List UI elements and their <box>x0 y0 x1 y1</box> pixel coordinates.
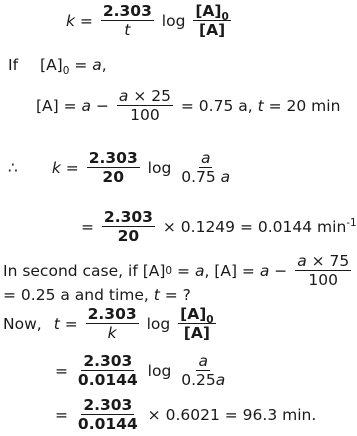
log-fraction: $\frac{[A]_0}{[A]}$ <box>180 305 214 342</box>
fraction: $\frac{2.303}{20}$ <box>103 208 153 245</box>
fraction: $\frac{2.303}{k}$ <box>87 305 137 342</box>
equation-time: Now, t = $\frac{2.303}{k}$ log $\frac{[A]_0}{[A]}$ <box>3 305 214 342</box>
fraction <box>101 3 154 38</box>
log-numerator: $[A]_0$ <box>195 2 229 24</box>
log-label: log <box>156 11 191 30</box>
equation-remaining-conc: [A] = a − $\frac{a \times 25}{100}$ = 0.75 a, t = 20 min <box>36 87 341 124</box>
equation-rate-constant <box>66 3 234 38</box>
fraction: $\frac{2.303}{0.0144}$ <box>77 396 138 433</box>
k-symbol: k <box>66 11 75 30</box>
equation-time-calc: = $\frac{2.303}{0.0144}$ log $\frac{a}{0.25a}$ <box>55 352 226 389</box>
fraction: $\frac{a \times 25}{100}$ <box>118 87 171 124</box>
equation-time-result: = $\frac{2.303}{0.0144}$ × 0.6021 = 96.3 min. <box>55 396 317 433</box>
equals: = <box>74 11 98 30</box>
log-fraction: $\frac{a}{0.75 a}$ <box>181 149 231 186</box>
second-case-line: In second case, if [A] 0 = a , [A] = a − $\frac{a \times 75}{100}$ <box>3 252 350 289</box>
second-case-cont: = 0.25 a and time, t = ? <box>3 286 191 304</box>
equation-k-calc: ∴ k = $\frac{2.303}{20}$ log $\frac{a}{0.75 a}$ <box>8 149 231 186</box>
condition-line: If $[A]_0$ = a , <box>8 56 107 78</box>
fraction: $\frac{2.303}{0.0144}$ <box>77 352 138 389</box>
fraction: $\frac{2.303}{20}$ <box>88 149 138 186</box>
log-denominator: [A] <box>199 21 226 39</box>
fraction: $\frac{a \times 75}{100}$ <box>297 252 350 289</box>
log-fraction: $\frac{a}{0.25a}$ <box>181 352 226 389</box>
initial-conc: $[A]_0$ <box>40 56 70 78</box>
denominator: t <box>124 21 131 39</box>
numerator: 2.303 <box>102 2 152 20</box>
log-fraction <box>193 3 230 38</box>
if-label: If <box>8 56 19 74</box>
equation-k-value: = $\frac{2.303}{20}$ × 0.1249 = 0.0144 $\min^{-1}$ <box>81 208 357 245</box>
